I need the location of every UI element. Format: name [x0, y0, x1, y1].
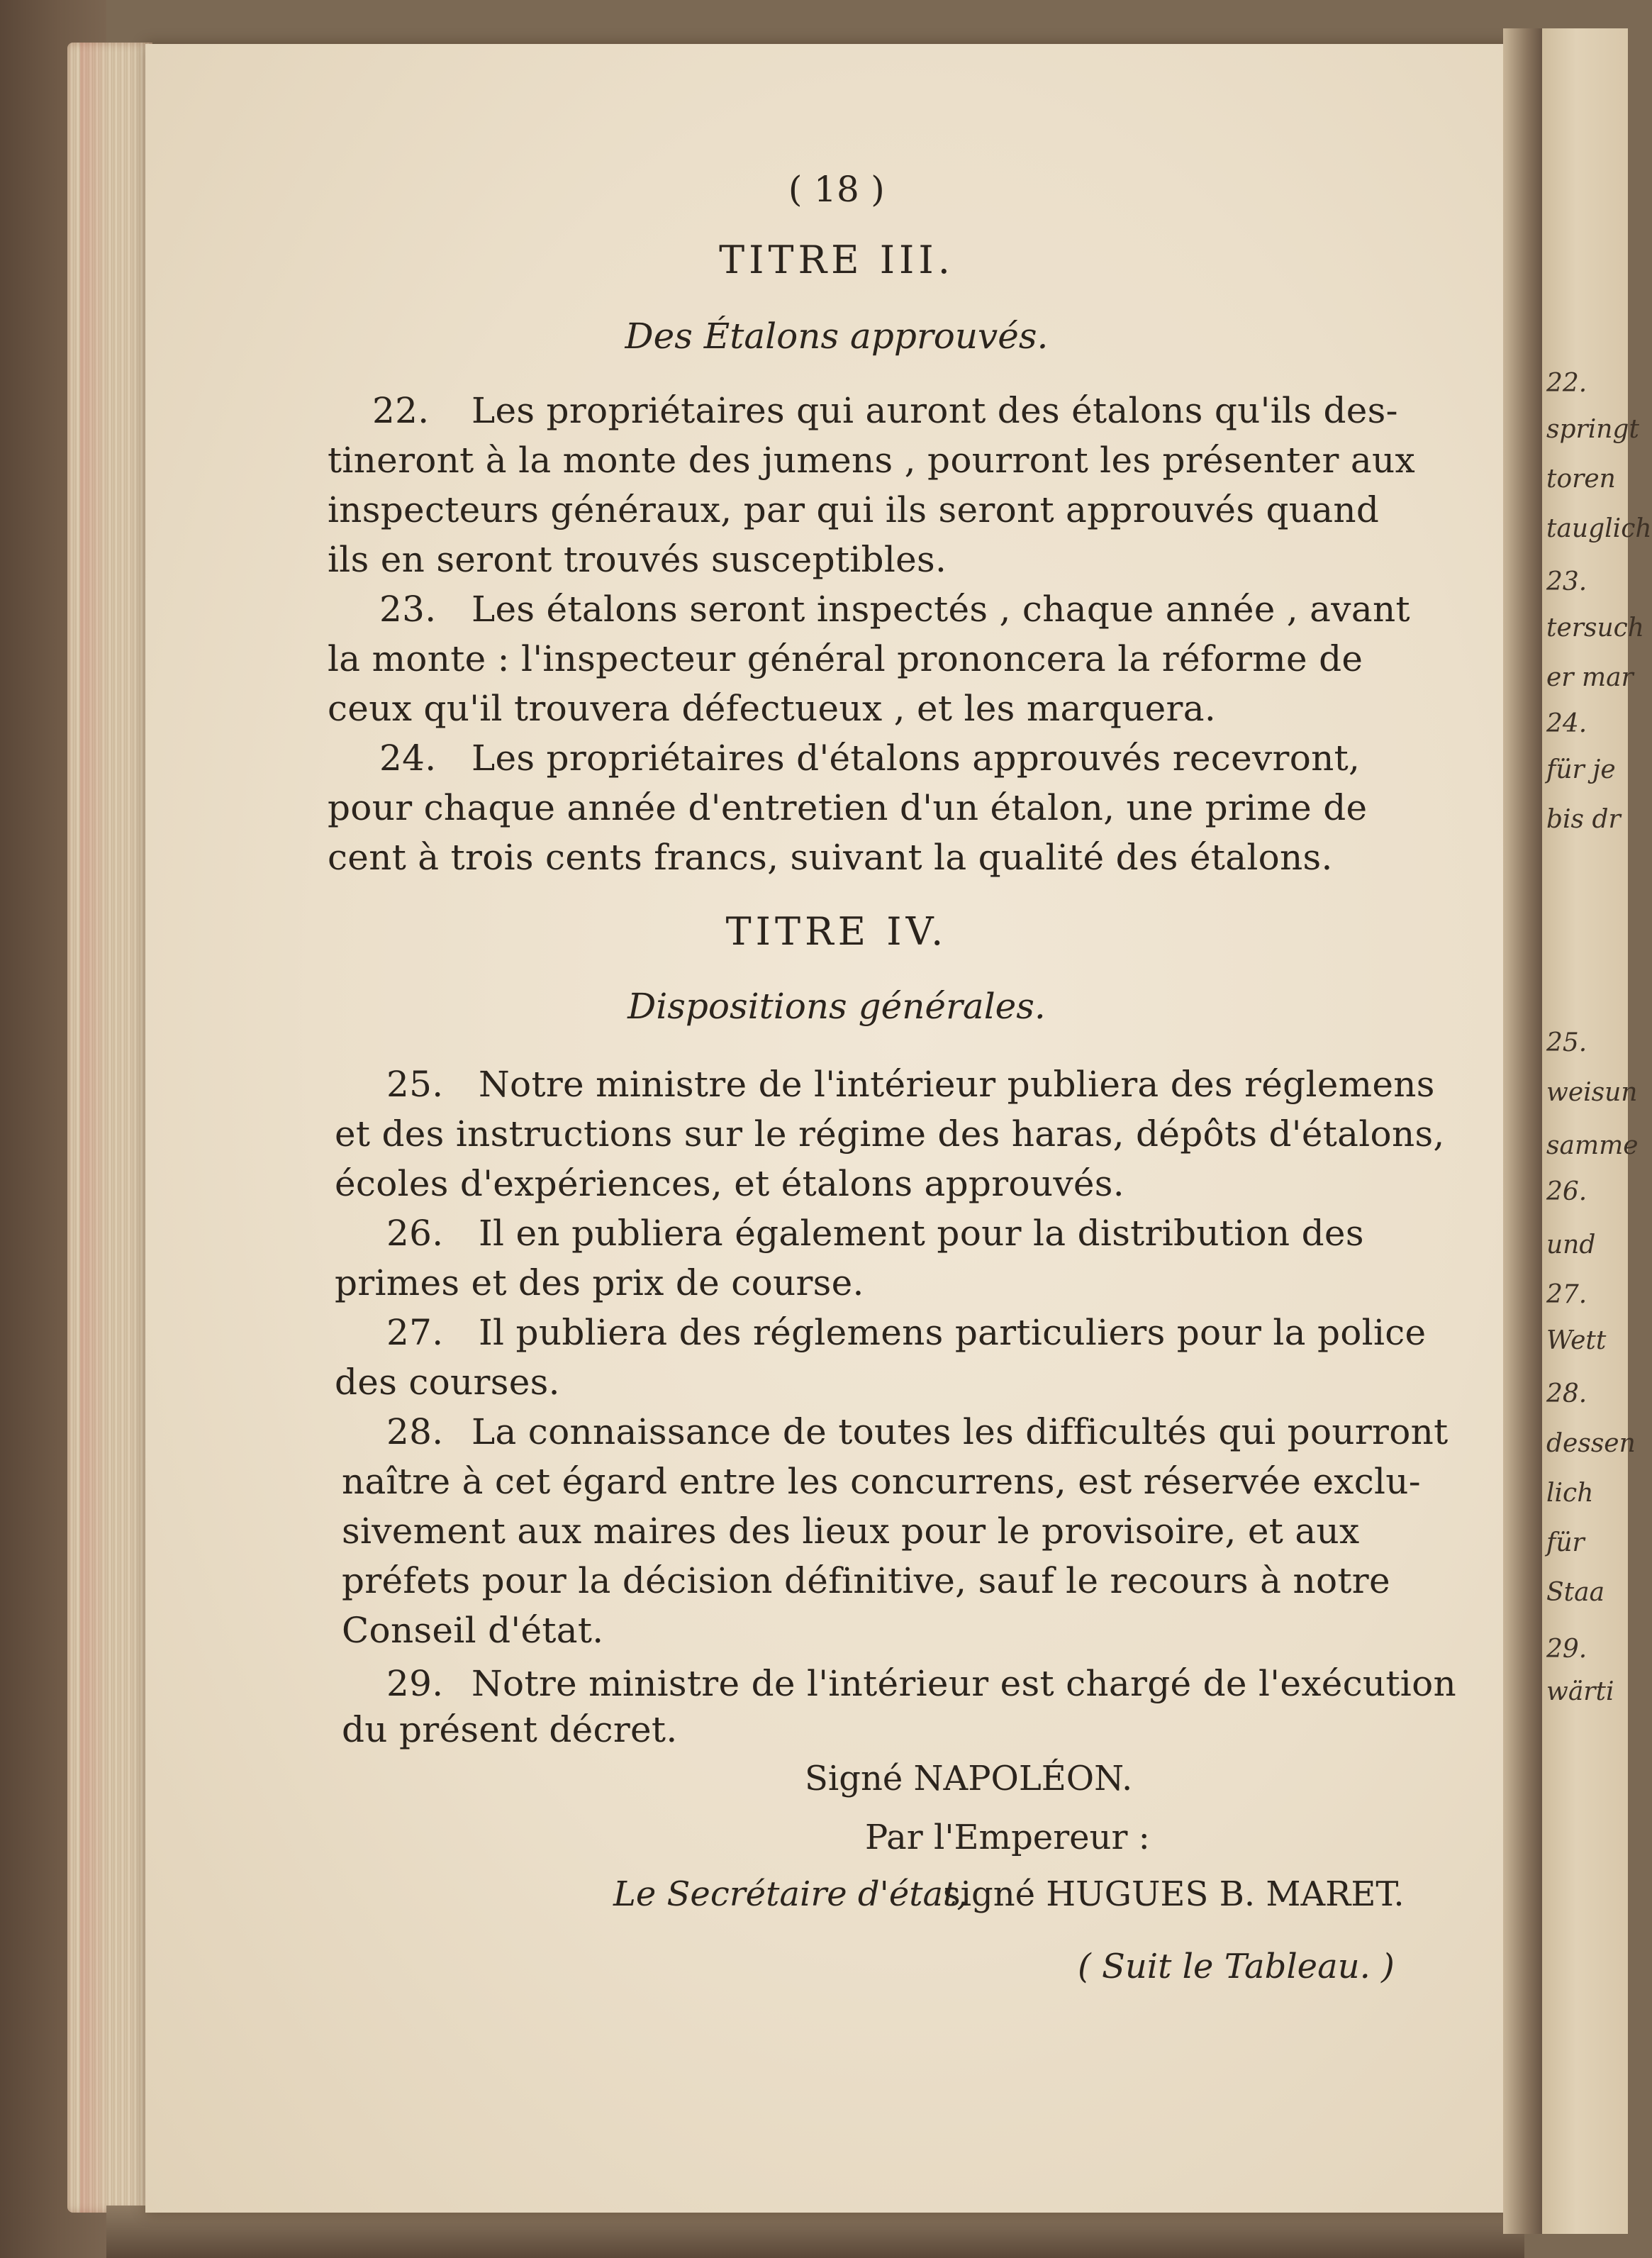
article-number: 22. [372, 390, 430, 431]
facing-line: 22. [1546, 369, 1587, 398]
facing-line: wärti [1546, 1677, 1614, 1706]
facing-page [1542, 28, 1652, 2234]
suit-le-tableau: ( Suit le Tableau. ) [1078, 1947, 1395, 1986]
article-line: la monte : l'inspecteur général prononcera la réforme de [328, 638, 1363, 679]
article-number: 23. [379, 589, 437, 630]
facing-line: 29. [1546, 1635, 1587, 1664]
article-line: Il en publiera également pour la distribution des [479, 1213, 1364, 1254]
facing-line: für je [1546, 755, 1616, 784]
article-line: primes et des prix de course. [335, 1262, 864, 1303]
article-number: 25. [386, 1064, 444, 1105]
article-line: Il publiera des réglemens particuliers pour la police [479, 1312, 1427, 1353]
article-number: 28. [386, 1411, 444, 1452]
titre-3-heading: TITRE III. [719, 238, 954, 282]
facing-line: bis dr [1546, 805, 1621, 834]
titre-4-heading: TITRE IV. [725, 909, 948, 954]
facing-line: springt [1546, 415, 1639, 444]
titre-3-subheading: Des Étalons approuvés. [625, 316, 1049, 357]
article-line: Les propriétaires d'étalons approuvés recevront, [471, 738, 1361, 779]
par-l-empereur: Par l'Empereur : [865, 1818, 1150, 1857]
article-line: écoles d'expériences, et étalons approuvés. [335, 1163, 1124, 1204]
facing-line: tauglich [1546, 514, 1652, 543]
article-number: 29. [386, 1663, 444, 1704]
secretary-title: Le Secrétaire d'état, [613, 1874, 968, 1914]
facing-line: für [1546, 1528, 1585, 1557]
article-number: 27. [386, 1312, 444, 1353]
article-line: ils en seront trouvés susceptibles. [328, 539, 947, 580]
article-line: des courses. [335, 1362, 560, 1403]
facing-line: toren [1546, 465, 1616, 494]
article-line: La connaissance de toutes les difficultés qui pourront [471, 1411, 1449, 1452]
article-line: Notre ministre de l'intérieur est chargé de l'exécution [471, 1663, 1456, 1704]
secretary-signed: signé HUGUES B. MARET. [943, 1874, 1405, 1914]
article-line: inspecteurs généraux, par qui ils seront approuvés quand [328, 489, 1380, 530]
facing-line: 28. [1546, 1379, 1587, 1408]
article-line: Les étalons seront inspectés , chaque année , avant [471, 589, 1410, 630]
facing-line: 25. [1546, 1028, 1587, 1057]
titre-4-subheading: Dispositions générales. [627, 986, 1046, 1027]
facing-line: 27. [1546, 1280, 1587, 1309]
article-line: du présent décret. [342, 1709, 678, 1750]
page-edges [67, 43, 152, 2213]
facing-line: weisun [1546, 1078, 1638, 1107]
facing-line: Staa [1546, 1578, 1605, 1607]
article-number: 26. [386, 1213, 444, 1254]
facing-line: samme [1546, 1131, 1639, 1160]
gutter [1503, 28, 1546, 2234]
article-line: tineront à la monte des jumens , pourront les présenter aux [328, 440, 1416, 481]
article-line: Conseil d'état. [342, 1610, 604, 1651]
facing-line: 26. [1546, 1177, 1587, 1206]
facing-line: und [1546, 1230, 1596, 1259]
facing-line: lich [1546, 1479, 1594, 1508]
bottom-edge [106, 2206, 1524, 2258]
facing-line: er mar [1546, 663, 1634, 692]
article-line: pour chaque année d'entretien d'un étalon, une prime de [328, 787, 1368, 828]
article-line: sivement aux maires des lieux pour le provisoire, et aux [342, 1511, 1360, 1552]
article-number: 24. [379, 738, 437, 779]
facing-line: dessen [1546, 1429, 1636, 1458]
facing-line: Wett [1546, 1326, 1607, 1355]
article-line: Notre ministre de l'intérieur publiera des réglemens [479, 1064, 1435, 1105]
signed-napoleon: Signé NAPOLÉON. [805, 1759, 1133, 1798]
article-line: Les propriétaires qui auront des étalons qu'ils des- [471, 390, 1398, 431]
facing-line: 23. [1546, 567, 1587, 596]
facing-line: 24. [1546, 709, 1587, 738]
article-line: préfets pour la décision définitive, sauf le recours à notre [342, 1560, 1390, 1601]
article-line: ceux qu'il trouvera défectueux , et les marquera. [328, 688, 1217, 729]
article-line: cent à trois cents francs, suivant la qualité des étalons. [328, 837, 1333, 878]
facing-line: tersuch [1546, 613, 1644, 643]
article-line: naître à cet égard entre les concurrens, est réservée exclu- [342, 1461, 1422, 1502]
page-number: ( 18 ) [788, 169, 886, 210]
article-line: et des instructions sur le régime des haras, dépôts d'étalons, [335, 1113, 1445, 1155]
